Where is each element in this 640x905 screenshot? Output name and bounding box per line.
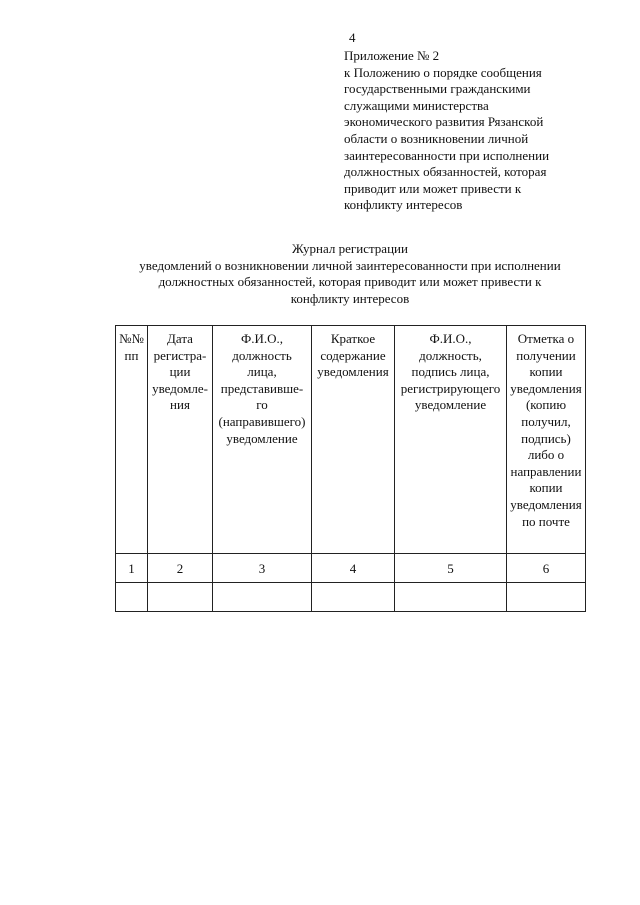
column-number-cell: 2 [148, 554, 213, 583]
journal-title [100, 241, 600, 307]
appendix-line: служащими министерства [344, 97, 489, 113]
empty-cell [395, 583, 507, 612]
header-text: подпись лица, [411, 364, 490, 380]
header-text: либо о [527, 447, 565, 463]
header-text: (направившего) [218, 413, 306, 429]
header-text: уведомление [226, 430, 298, 446]
header-cell-number [116, 326, 148, 554]
column-number-cell: 1 [116, 554, 148, 583]
header-text: уведомле- [152, 380, 208, 396]
empty-cell [213, 583, 312, 612]
header-text: Краткое [330, 331, 376, 346]
journal-title-line: конфликту интересов [290, 290, 410, 306]
header-text: по почте [522, 513, 570, 529]
header-cell-date [148, 326, 213, 554]
appendix-title: Приложение № 2 [344, 48, 440, 63]
header-text: Ф.И.О., [429, 331, 472, 346]
header-cell-submitter [213, 326, 312, 554]
header-text: лица, [247, 364, 277, 380]
table-header-row [116, 326, 586, 554]
empty-cell [312, 583, 395, 612]
appendix-line: заинтересованности при исполнении [344, 147, 550, 163]
header-text: Дата [167, 331, 193, 346]
appendix-line: экономического развития Рязанской [344, 114, 544, 130]
header-cell-copy-receipt [507, 326, 586, 554]
header-text: уведомление [414, 397, 487, 413]
header-text: №№ [119, 331, 144, 346]
column-number-cell: 4 [312, 554, 395, 583]
header-text: представивше- [220, 380, 304, 396]
column-number-cell: 3 [213, 554, 312, 583]
header-text: направлении [510, 463, 582, 479]
header-text: Ф.И.О., [240, 331, 284, 346]
appendix-line: к Положению о порядке сообщения [344, 64, 542, 80]
header-text: уведомления [510, 380, 582, 396]
column-number-cell: 6 [507, 554, 586, 583]
column-number-row [116, 554, 586, 583]
appendix-line: конфликту интересов [344, 197, 463, 213]
header-text: ции [169, 364, 191, 380]
column-number-cell: 5 [395, 554, 507, 583]
header-text: ния [170, 397, 190, 413]
empty-cell [116, 583, 148, 612]
header-text: уведомления [510, 496, 582, 512]
header-text: пп [124, 347, 139, 363]
registration-journal-table [115, 325, 586, 612]
header-text: копии [529, 480, 563, 496]
appendix-line: государственными гражданскими [344, 81, 531, 97]
header-text: копии [529, 364, 563, 380]
empty-cell [148, 583, 213, 612]
header-text: регистра- [153, 347, 207, 363]
header-text: подпись) [521, 430, 571, 446]
appendix-line: приводит или может привести к [344, 180, 522, 196]
page-number: 4 [349, 30, 356, 45]
header-cell-summary [312, 326, 395, 554]
header-text: уведомления [317, 364, 389, 380]
header-text: (копию [525, 397, 567, 413]
empty-cell [507, 583, 586, 612]
journal-title-line: уведомлений о возникновении личной заинтересованности при исполнении [139, 257, 561, 273]
journal-title-line: Журнал регистрации [292, 241, 408, 256]
appendix-block [344, 48, 614, 214]
header-text: получил, [521, 413, 571, 429]
header-text: Отметка о [517, 331, 575, 346]
header-text: должность, [419, 347, 482, 363]
empty-entry-row [116, 583, 586, 612]
header-text: го [256, 397, 268, 413]
header-text: получении [516, 347, 576, 363]
appendix-line: должностных обязанностей, которая [344, 164, 547, 180]
header-text: содержание [320, 347, 386, 363]
header-text: регистрирующего [400, 380, 501, 396]
appendix-line: области о возникновении личной [344, 130, 529, 146]
journal-title-line: должностных обязанностей, которая приводит или может привести к [158, 274, 542, 289]
header-cell-registrar [395, 326, 507, 554]
header-text: должность [232, 347, 292, 363]
